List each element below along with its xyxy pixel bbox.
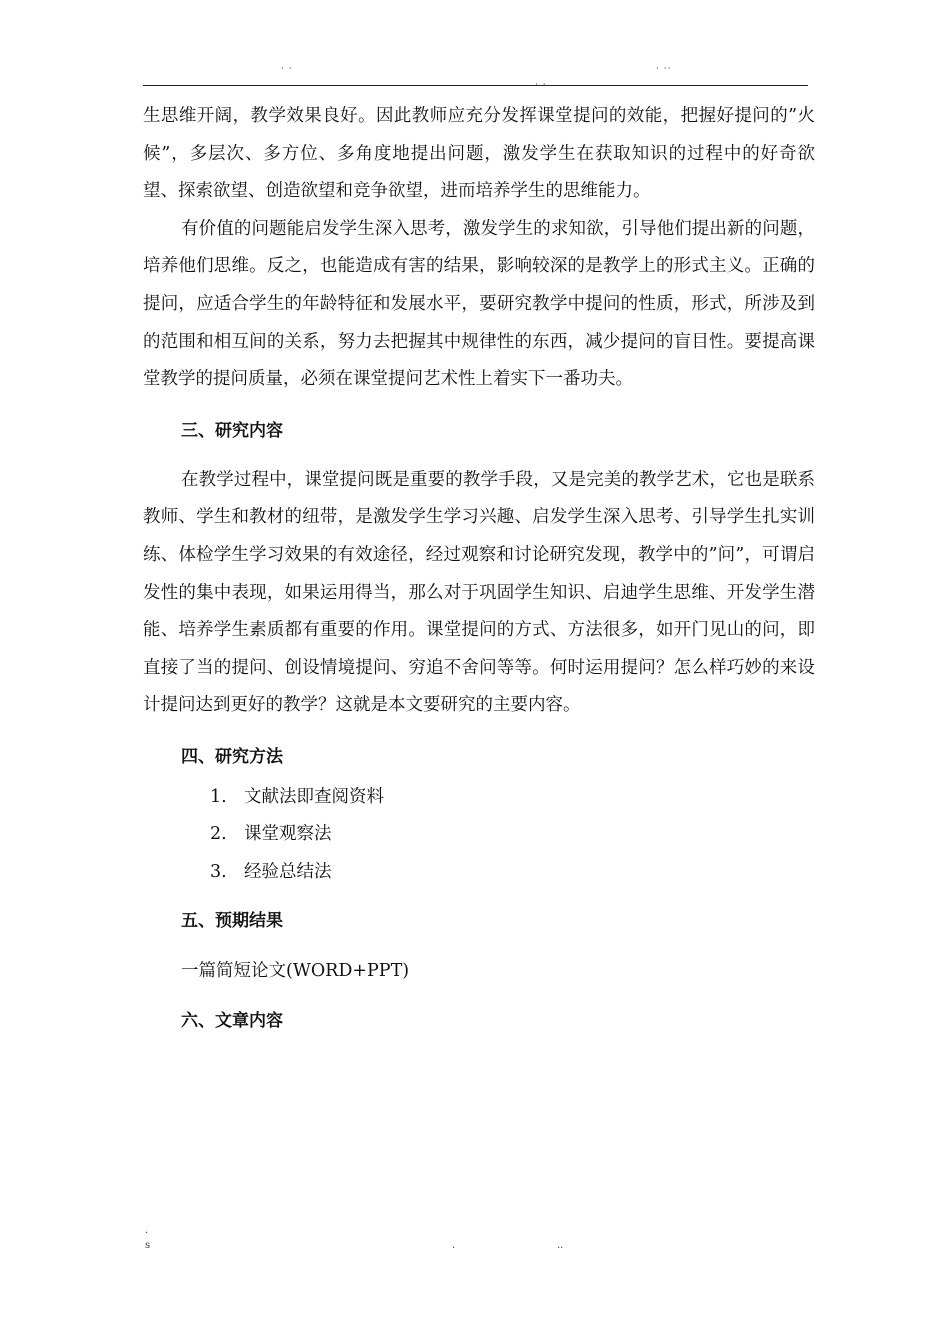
footer-mark: . [452, 1240, 456, 1251]
footer-mark: s [145, 1240, 151, 1251]
list-number: 3. [210, 861, 227, 882]
header-mark: · ·· [656, 64, 672, 74]
heading-research-content: 三、研究内容 [181, 420, 283, 441]
list-item [143, 816, 815, 854]
heading-research-methods: 四、研究方法 [181, 746, 283, 767]
paragraph-research-content: 在教学过程中，课堂提问既是重要的教学手段，又是完美的教学艺术，它也是联系教师、学生和教材的纽带，是激发学生学习兴趣、启发学生深入思考、引导学生扎实训练、体检学生学习效果的有效途径，经过观察和讨论研究发现，教学中的”问”，可谓启发性的集中表现，如果运用得当，那么对于巩固学生知识、启迪学生思维、开发学生潜能、培养学生素质都有重要的作用。课堂提问的方式、方法很多，如开门见山的问，即直接了当的提问、创设情境提问、穷追不舍问等等。何时运用提问？怎么样巧妙的来设计提问达到更好的教学？这就是本文要研究的主要内容。 [143, 469, 815, 716]
list-text: 经验总结法 [244, 861, 332, 882]
list-number: 1. [210, 786, 227, 807]
list-number: 2. [210, 824, 227, 845]
footer-mark: .. [557, 1240, 564, 1251]
list-item [143, 779, 815, 817]
list-item [143, 854, 815, 892]
list-text: 课堂观察法 [244, 824, 332, 845]
expected-results-text: 一篇简短论文(WORD+PPT) [181, 961, 410, 982]
document-body [143, 98, 815, 1033]
header-mark: · · [535, 80, 547, 90]
header-mark: · · [281, 64, 293, 74]
paragraph-2: 有价值的问题能启发学生深入思考，激发学生的求知欲，引导他们提出新的问题，培养他们思维。反之，也能造成有害的结果，影响较深的是教学上的形式主义。正确的提问，应适合学生的年龄特征和发展水平，要研究教学中提问的性质，形式，所涉及到的范围和相互间的关系，努力去把握其中规律性的东西，减少提问的盲目性。要提高课堂教学的提问质量，必须在课堂提问艺术性上着实下一番功夫。 [143, 218, 815, 390]
paragraph-continuation: 生思维开阔，教学效果良好。因此教师应充分发挥课堂提问的效能，把握好提问的”火候”，多层次、多方位、多角度地提出问题，激发学生在获取知识的过程中的好奇欲望、探索欲望、创造欲望和竞争欲望，进而培养学生的思维能力。 [143, 106, 815, 202]
heading-expected-results: 五、预期结果 [181, 911, 283, 932]
header-rule [143, 85, 808, 86]
heading-article-content: 六、文章内容 [181, 1011, 283, 1032]
footer-mark: . [145, 1225, 149, 1236]
methods-list [143, 779, 815, 892]
list-text: 文献法即查阅资料 [244, 786, 384, 807]
